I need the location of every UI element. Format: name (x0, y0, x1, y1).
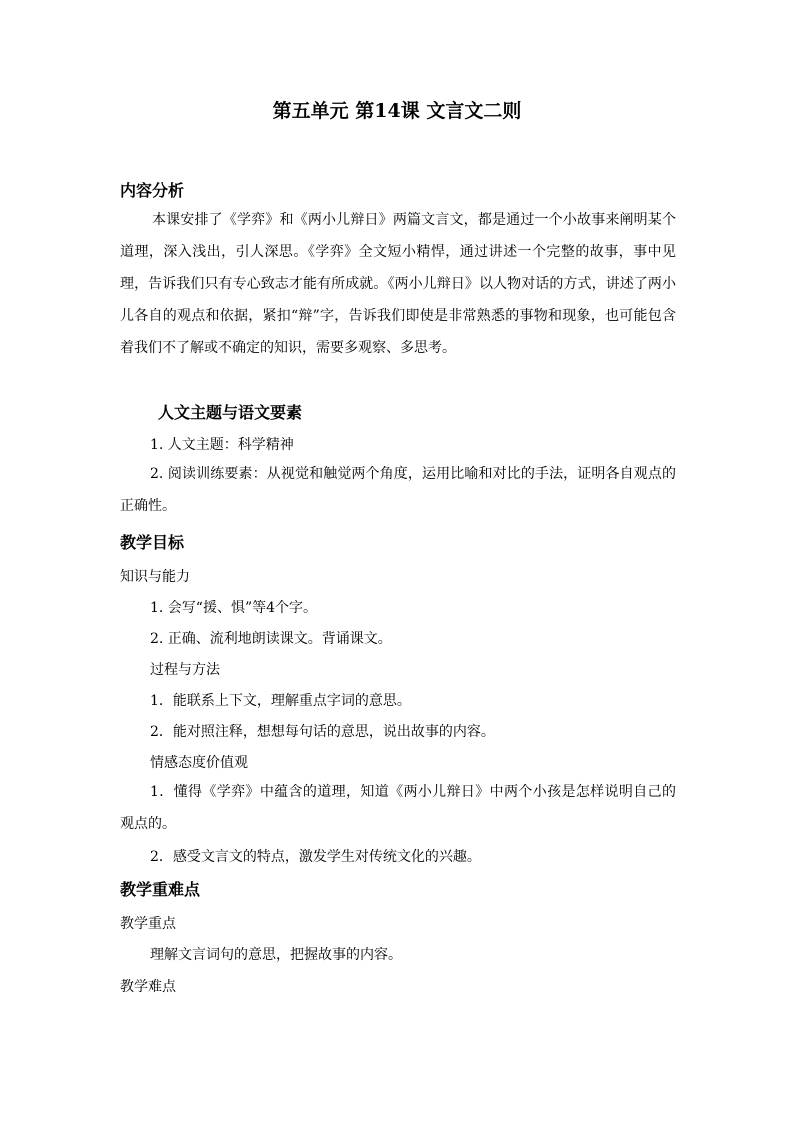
key-points-difficulty-label: 教学难点 (120, 979, 176, 995)
heading-theme: 人文主题与语文要素 (158, 403, 303, 422)
heading-key-points: 教学重难点 (120, 880, 201, 899)
goals-process-label: 过程与方法 (150, 662, 220, 678)
content-analysis-paragraph: 本课安排了《学弈》和《两小儿辩日》两篇文言文，都是通过一个小故事来阐明某个道理，深入浅出，引人深思。《学弈》全文短小精悍，通过讲述一个完整的故事，事中见理，告诉我们只有专心致志才能有所成就。《两小儿辩日》以人物对话的方式，讲述了两小儿各自的观点和依据，紧扣“辩”字，告诉我们即使是非常熟悉的事物和现象，也可能包含着我们不了解或不确定的知识，需要多观察、多思考。 (120, 212, 676, 356)
theme-item-1: 1. 人文主题：科学精神 (150, 437, 294, 453)
key-points-focus-text: 理解文言词句的意思，把握故事的内容。 (150, 947, 402, 963)
goals-process-item-1: 1．能联系上下文，理解重点字词的意思。 (150, 693, 411, 709)
goals-emotion-item-2: 2．感受文言文的特点，激发学生对传统文化的兴趣。 (150, 849, 481, 865)
goals-knowledge-item-2: 2. 正确、流利地朗读课文。背诵课文。 (150, 631, 392, 647)
goals-knowledge-item-1: 1. 会写“援、惧”等4个字。 (150, 600, 318, 616)
page-title: 第五单元 第14课 文言文二则 (272, 100, 522, 122)
goals-emotion-label: 情感态度价值观 (150, 755, 248, 771)
goals-emotion-item-1: 1．懂得《学弈》中蕴含的道理，知道《两小儿辩日》中两个小孩是怎样说明自己的观点的。 (120, 784, 676, 832)
goals-knowledge-label: 知识与能力 (120, 569, 190, 585)
theme-item-2: 2. 阅读训练要素：从视觉和触觉两个角度，运用比喻和对比的手法，证明各自观点的正确性。 (120, 466, 676, 514)
key-points-focus-label: 教学重点 (120, 916, 176, 932)
heading-goals: 教学目标 (120, 533, 185, 552)
heading-content-analysis: 内容分析 (120, 181, 185, 200)
goals-process-item-2: 2．能对照注释，想想每句话的意思，说出故事的内容。 (150, 724, 495, 740)
